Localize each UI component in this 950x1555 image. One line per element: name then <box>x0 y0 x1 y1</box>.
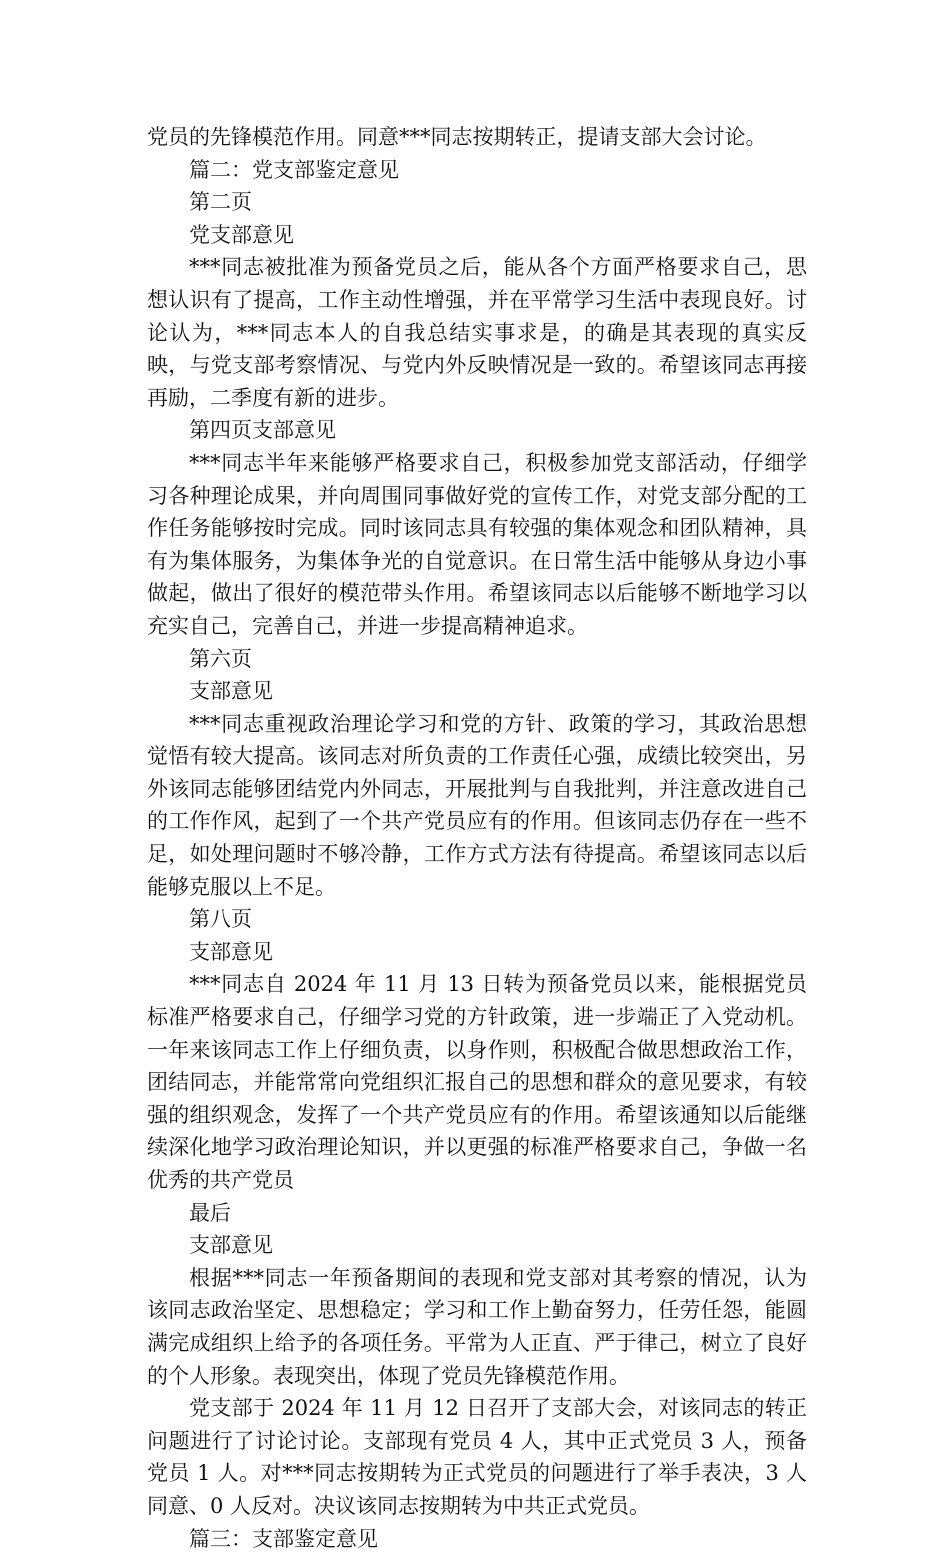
page-heading: 第四页支部意见 <box>189 418 336 443</box>
opinion-heading: 支部意见 <box>189 1233 273 1258</box>
paragraph: 党员的先锋模范作用。同意***同志按期转正，提请支部大会讨论。 <box>147 125 767 149</box>
paragraph: ***同志被批准为预备党员之后，能从各个方面严格要求自己，思想认识有了提高，工作主动性增强，并在平常学习生活中表现良好。讨论认为，***同志本人的自我总结实事求是，的确是其表现的真实反映，与党支部考察情况、与党内外反映情况是一致的。希望该同志再接再励，二季度有新的进步。 <box>147 255 807 410</box>
paragraph: ***同志重视政治理论学习和党的方针、政策的学习，其政治思想觉悟有较大提高。该同志对所负责的工作责任心强，成绩比较突出，另外该同志能够团结党内外同志，开展批判与自我批判，并注意改进自己的工作作风，起到了一个共产党员应有的作用。但该同志仍存在一些不足，如处理问题时不够冷静，工作方式方法有待提高。希望该同志以后能够克服以上不足。 <box>147 711 807 899</box>
page-heading: 第六页 <box>189 646 252 671</box>
section-heading: 篇二：党支部鉴定意见 <box>189 157 399 182</box>
opinion-heading: 支部意见 <box>189 679 273 704</box>
document-body <box>147 121 807 1555</box>
paragraph: 根据***同志一年预备期间的表现和党支部对其考察的情况，认为该同志政治坚定、思想稳定；学习和工作上勤奋努力，任劳任怨，能圆满完成组织上给予的各项任务。平常为人正直、严于律己，树立了良好的个人形象。表现突出，体现了党员先锋模范作用。 <box>147 1265 807 1388</box>
section-heading: 篇三：支部鉴定意见 <box>189 1526 378 1551</box>
opinion-heading: 党支部意见 <box>189 222 294 247</box>
page-heading: 最后 <box>189 1200 231 1225</box>
opinion-heading: 支部意见 <box>189 939 273 964</box>
page-heading: 第二页 <box>189 190 252 215</box>
paragraph: 党支部于 2024 年 11 月 12 日召开了支部大会，对该同志的转正问题进行了讨论讨论。支部现有党员 4 人，其中正式党员 3 人，预备党员 1 人。对***同志按期转为正式党员的问题进行了举手表决，3 人同意、0 人反对。决议该同志按期转为中共正式党员。 <box>147 1396 807 1518</box>
paragraph: ***同志自 2024 年 11 月 13 日转为预备党员以来，能根据党员标准严格要求自己，仔细学习党的方针政策，进一步端正了入党动机。一年来该同志工作上仔细负责，以身作则，积极配合做思想政治工作，团结同志，并能常常向党组织汇报自己的思想和群众的意见要求，有较强的组织观念，发挥了一个共产党员应有的作用。希望该通知以后能继续深化地学习政治理论知识，并以更强的标准严格要求自己，争做一名优秀的共产党员 <box>147 972 807 1192</box>
paragraph: ***同志半年来能够严格要求自己，积极参加党支部活动，仔细学习各种理论成果，并向周围同事做好党的宣传工作，对党支部分配的工作任务能够按时完成。同时该同志具有较强的集体观念和团队精神，具有为集体服务，为集体争光的自觉意识。在日常生活中能够从身边小事做起，做出了很好的模范带头作用。希望该同志以后能够不断地学习以充实自己，完善自己，并进一步提高精神追求。 <box>147 450 807 638</box>
page-heading: 第八页 <box>189 907 252 932</box>
